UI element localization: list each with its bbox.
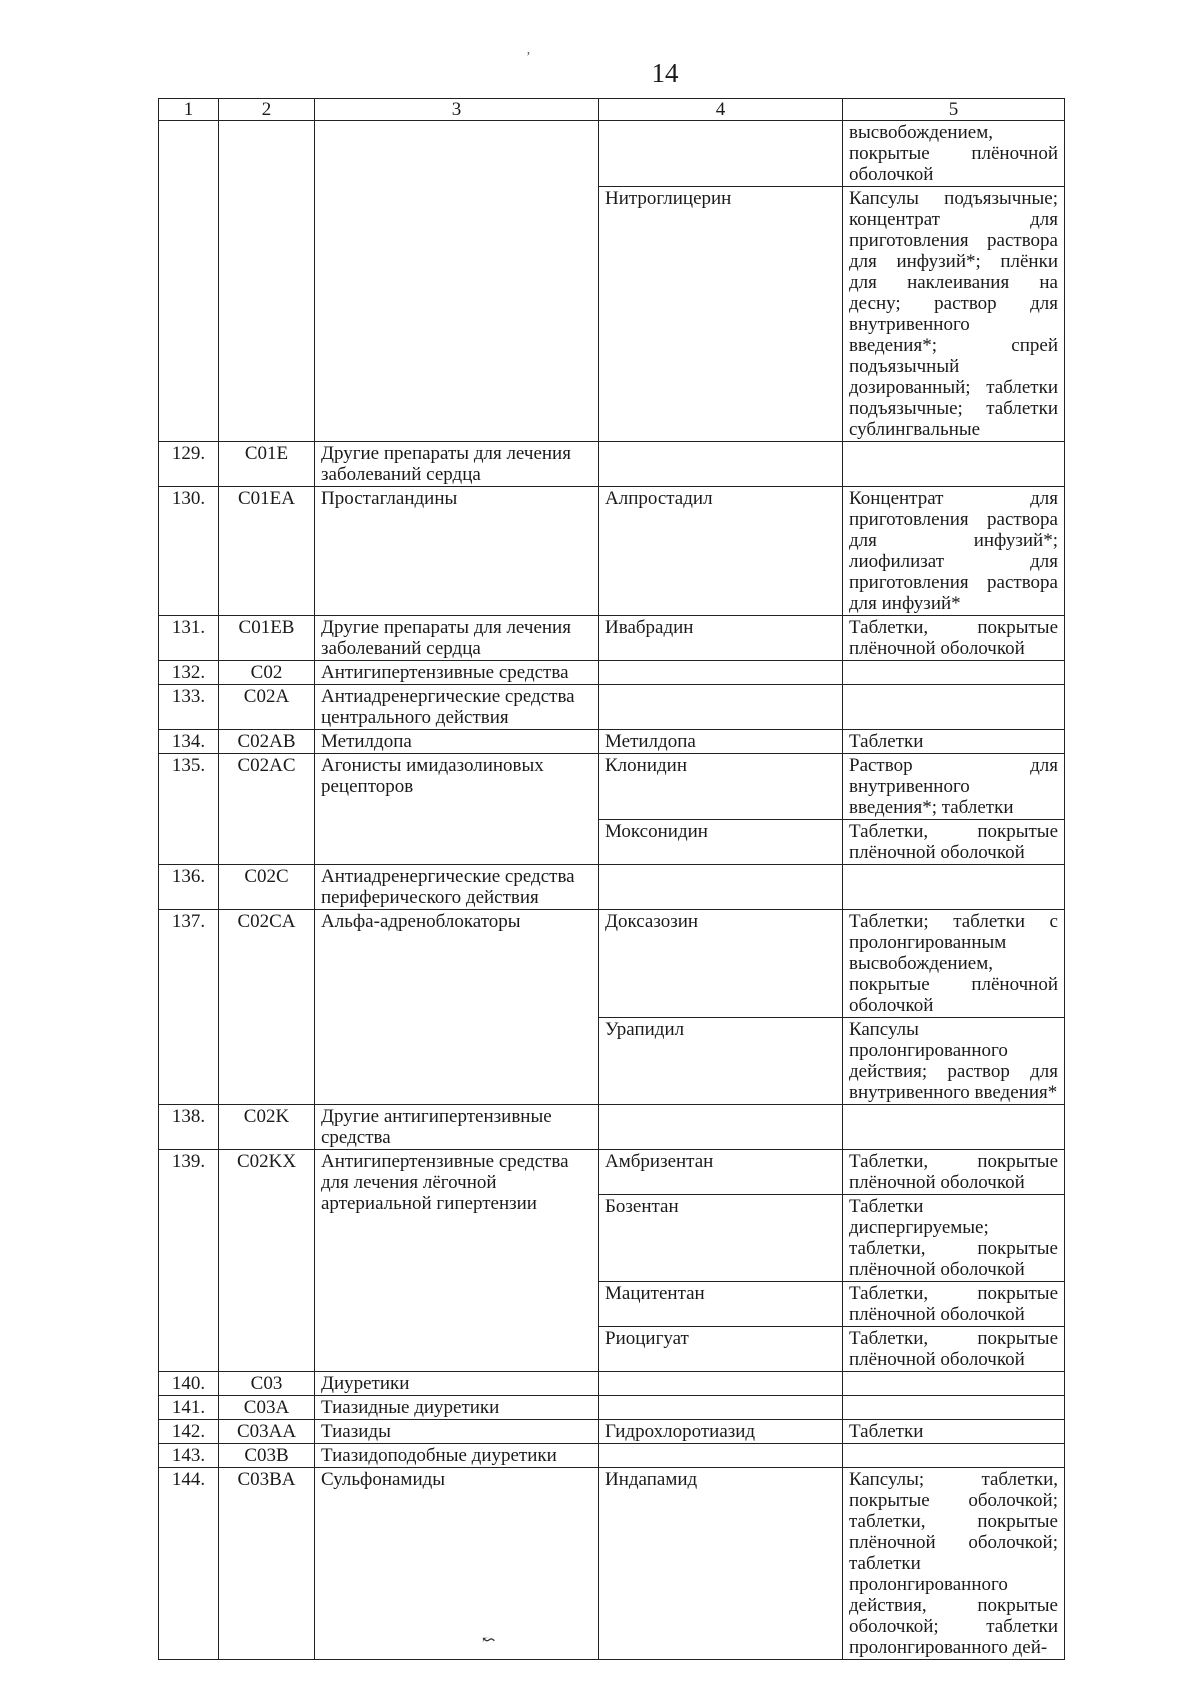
row-number [159, 121, 219, 442]
dosage-form: Таблетки, покрытые плёночной оболочкой [843, 1282, 1065, 1327]
drug-name: Алпростадил [599, 487, 843, 616]
row-number: 141. [159, 1396, 219, 1420]
group-name: Тиазидоподобные диуретики [315, 1444, 599, 1468]
drug-name: Ивабрадин [599, 616, 843, 661]
dosage-form: Таблетки [843, 730, 1065, 754]
dosage-form: Таблетки, покрытые плёночной оболочкой [843, 1327, 1065, 1372]
table-row [159, 865, 1065, 910]
group-name: Другие препараты для лечения заболеваний сердца [315, 616, 599, 661]
group-name: Метилдопа [315, 730, 599, 754]
stray-mark: ’ [526, 50, 531, 65]
group-name: Тиазиды [315, 1420, 599, 1444]
table-header-row [159, 99, 1065, 121]
group-name: Антиадренергические средства периферического действия [315, 865, 599, 910]
table-row [159, 910, 1065, 1018]
atc-code: C02AB [219, 730, 315, 754]
group-name: Антигипертензивные средства для лечения лёгочной артериальной гипертензии [315, 1150, 599, 1372]
dosage-form [843, 1444, 1065, 1468]
dosage-form: Таблетки [843, 1420, 1065, 1444]
atc-code: C03B [219, 1444, 315, 1468]
atc-code: C02AC [219, 754, 315, 865]
header-col-2: 2 [219, 99, 315, 121]
group-name: Другие препараты для лечения заболеваний сердца [315, 442, 599, 487]
row-number: 144. [159, 1468, 219, 1660]
drug-name: Бозентан [599, 1195, 843, 1282]
drug-name [599, 1444, 843, 1468]
drug-name [599, 661, 843, 685]
dosage-form: Таблетки, покрытые плёночной оболочкой [843, 1150, 1065, 1195]
group-name: Агонисты имидазолиновых рецепторов [315, 754, 599, 865]
group-name: Другие антигипертензивные средства [315, 1105, 599, 1150]
group-name: Простагландины [315, 487, 599, 616]
table-row [159, 121, 1065, 187]
atc-code: C02K [219, 1105, 315, 1150]
group-name: Антиадренергические средства центрального действия [315, 685, 599, 730]
row-number: 130. [159, 487, 219, 616]
table-row [159, 487, 1065, 616]
header-col-3: 3 [315, 99, 599, 121]
row-number: 133. [159, 685, 219, 730]
dosage-form: Капсулы подъязычные; концентрат для приготовления раствора для инфузий*; плёнки для наклеивания на десну; раствор для внутривенного введения*; спрей подъязычный дозированный; таблетки подъязычные; таблетки сублингвальные [843, 187, 1065, 442]
drug-name: Клонидин [599, 754, 843, 820]
drug-name: Моксонидин [599, 820, 843, 865]
dosage-form: Концентрат для приготовления раствора для инфузий*; лиофилизат для приготовления раствора для инфузий* [843, 487, 1065, 616]
drug-name [599, 685, 843, 730]
row-number: 142. [159, 1420, 219, 1444]
drug-name: Мацитентан [599, 1282, 843, 1327]
drug-name: Метилдопа [599, 730, 843, 754]
drug-name [599, 865, 843, 910]
dosage-form: Капсулы; таблетки, покрытые оболочкой; таблетки, покрытые плёночной оболочкой; таблетки пролонгированного действия, покрытые оболочкой; таблетки пролонгированного дей- [843, 1468, 1065, 1660]
drug-name [599, 1372, 843, 1396]
table-row [159, 661, 1065, 685]
row-number: 138. [159, 1105, 219, 1150]
table-row [159, 730, 1065, 754]
atc-code: C02CA [219, 910, 315, 1105]
atc-code: C03AA [219, 1420, 315, 1444]
row-number: 132. [159, 661, 219, 685]
row-number: 143. [159, 1444, 219, 1468]
row-number: 131. [159, 616, 219, 661]
table-body [159, 121, 1065, 1660]
dosage-form: Раствор для внутривенного введения*; таблетки [843, 754, 1065, 820]
drug-table [158, 98, 1065, 1660]
row-number: 135. [159, 754, 219, 865]
page-number: 14 [651, 58, 679, 88]
row-number: 139. [159, 1150, 219, 1372]
dosage-form [843, 865, 1065, 910]
group-name: Сульфонамиды [315, 1468, 599, 1660]
dosage-form: высвобождением, покрытые плёночной оболочкой [843, 121, 1065, 187]
header-col-4: 4 [599, 99, 843, 121]
group-name: Антигипертензивные средства [315, 661, 599, 685]
drug-name [599, 121, 843, 187]
table-row [159, 1372, 1065, 1396]
drug-name: Амбризентан [599, 1150, 843, 1195]
atc-code: C03 [219, 1372, 315, 1396]
dosage-form: Таблетки, покрытые плёночной оболочкой [843, 820, 1065, 865]
atc-code: C02C [219, 865, 315, 910]
group-name [315, 121, 599, 442]
atc-code: C03A [219, 1396, 315, 1420]
table-row [159, 616, 1065, 661]
drug-name: Риоцигуат [599, 1327, 843, 1372]
table-row [159, 1105, 1065, 1150]
row-number: 140. [159, 1372, 219, 1396]
dosage-form [843, 1372, 1065, 1396]
dosage-form: Таблетки диспергируемые; таблетки, покрытые плёночной оболочкой [843, 1195, 1065, 1282]
dosage-form [843, 1396, 1065, 1420]
table-row [159, 1444, 1065, 1468]
table-row [159, 442, 1065, 487]
drug-name: Индапамид [599, 1468, 843, 1660]
atc-code: C01EB [219, 616, 315, 661]
dosage-form [843, 661, 1065, 685]
table-row [159, 754, 1065, 820]
drug-name [599, 1105, 843, 1150]
atc-code: C03BA [219, 1468, 315, 1660]
footer-mark: ↜ [482, 1632, 496, 1649]
row-number: 129. [159, 442, 219, 487]
drug-name: Доксазозин [599, 910, 843, 1018]
group-name: Тиазидные диуретики [315, 1396, 599, 1420]
group-name: Альфа-адреноблокаторы [315, 910, 599, 1105]
dosage-form [843, 1105, 1065, 1150]
group-name: Диуретики [315, 1372, 599, 1396]
table-row [159, 1150, 1065, 1195]
drug-name: Гидрохлоротиазид [599, 1420, 843, 1444]
atc-code: C01E [219, 442, 315, 487]
atc-code [219, 121, 315, 442]
table-row [159, 1420, 1065, 1444]
dosage-form: Таблетки, покрытые плёночной оболочкой [843, 616, 1065, 661]
table-row [159, 685, 1065, 730]
row-number: 137. [159, 910, 219, 1105]
dosage-form [843, 442, 1065, 487]
drug-name: Нитроглицерин [599, 187, 843, 442]
atc-code: C02A [219, 685, 315, 730]
atc-code: C01EA [219, 487, 315, 616]
table-row [159, 1396, 1065, 1420]
row-number: 134. [159, 730, 219, 754]
row-number: 136. [159, 865, 219, 910]
header-col-1: 1 [159, 99, 219, 121]
drug-name [599, 442, 843, 487]
dosage-form: Таблетки; таблетки с пролонгированным высвобождением, покрытые плёночной оболочкой [843, 910, 1065, 1018]
drug-name [599, 1396, 843, 1420]
atc-code: C02 [219, 661, 315, 685]
dosage-form: Капсулы пролонгированного действия; раствор для внутривенного введения* [843, 1018, 1065, 1105]
dosage-form [843, 685, 1065, 730]
drug-name: Урапидил [599, 1018, 843, 1105]
table-row [159, 1468, 1065, 1660]
atc-code: C02KX [219, 1150, 315, 1372]
header-col-5: 5 [843, 99, 1065, 121]
